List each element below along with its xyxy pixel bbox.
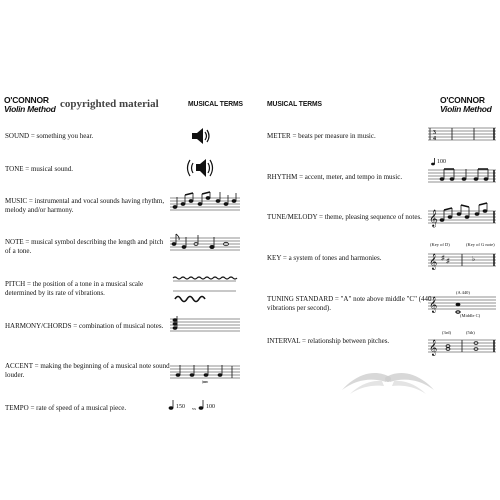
tempo-mark-1: 150 bbox=[176, 404, 185, 410]
term-note: NOTE = musical symbol describing the length and pitch of a tone. bbox=[5, 238, 164, 255]
tuning-bottom-label: (Middle C) bbox=[460, 313, 481, 318]
interval-label-1: (3rd) bbox=[442, 330, 451, 335]
term-tempo: TEMPO = rate of speed of a musical piece. bbox=[5, 404, 127, 412]
chord-staff bbox=[170, 315, 240, 335]
logo-line1: O'CONNOR bbox=[440, 95, 485, 105]
logo-line2: Violin Method bbox=[440, 104, 492, 114]
svg-text:4: 4 bbox=[433, 136, 436, 142]
interval-label-2: (5th) bbox=[466, 330, 475, 335]
term-melody: TUNE/MELODY = theme, pleasing sequence of notes. bbox=[267, 213, 422, 221]
logo-right bbox=[440, 96, 492, 114]
logo-line1: O'CONNOR bbox=[4, 95, 49, 105]
note-staff bbox=[170, 232, 240, 252]
speaker-icon bbox=[190, 127, 214, 145]
svg-text:𝄞: 𝄞 bbox=[429, 298, 438, 313]
term-rhythm: RHYTHM = accent, meter, and tempo in music. bbox=[267, 173, 403, 181]
term-sound: SOUND = something you hear. bbox=[5, 132, 94, 140]
pitch-waves bbox=[170, 275, 240, 305]
tempo-mark-2: 100 bbox=[206, 404, 215, 410]
svg-text:♯: ♯ bbox=[446, 257, 450, 265]
tuning-top-label: (A 440) bbox=[456, 290, 470, 295]
term-harmony: HARMONY/CHORDS = combination of musical notes. bbox=[5, 322, 164, 330]
term-pitch: PITCH = the position of a tone in a musical scale determined by its rate of vibrations. bbox=[5, 280, 144, 297]
wings-ornament-icon bbox=[338, 368, 438, 398]
interval-staff bbox=[428, 336, 498, 358]
term-meter: METER = beats per measure in music. bbox=[267, 132, 376, 140]
speaker-waves-icon bbox=[184, 156, 218, 180]
melody-staff bbox=[428, 203, 498, 229]
svg-text:♯: ♯ bbox=[441, 254, 445, 262]
svg-text:𝄞: 𝄞 bbox=[429, 211, 438, 227]
svg-text:♭: ♭ bbox=[472, 255, 476, 263]
right-page-title: MUSICAL TERMS bbox=[267, 99, 322, 108]
term-key: KEY = a system of tones and harmonies. bbox=[267, 254, 382, 262]
music-staff bbox=[170, 192, 240, 216]
left-page-title: MUSICAL TERMS bbox=[188, 99, 243, 108]
term-accent: ACCENT = making the beginning of a musical note sound louder. bbox=[5, 362, 170, 379]
rhythm-tempo-mark: 100 bbox=[437, 159, 446, 165]
key-staff bbox=[428, 250, 498, 272]
accent-staff bbox=[170, 362, 240, 384]
svg-text:3: 3 bbox=[433, 130, 436, 136]
meter-staff bbox=[428, 125, 498, 143]
key-label-1: (Key of D) bbox=[430, 242, 450, 247]
key-label-2: (Key of G note) bbox=[466, 242, 495, 247]
term-tuning-standard: TUNING STANDARD = "A" note above middle "C" (440 vibrations per second). bbox=[267, 295, 432, 312]
tempo-vs: vs bbox=[192, 406, 197, 411]
svg-text:𝄞: 𝄞 bbox=[429, 255, 438, 270]
term-interval: INTERVAL = relationship between pitches. bbox=[267, 337, 390, 345]
svg-text:𝄞: 𝄞 bbox=[429, 341, 438, 356]
logo-left bbox=[4, 96, 56, 114]
copyright-notice: copyrighted material bbox=[60, 98, 159, 110]
term-tone: TONE = musical sound. bbox=[5, 165, 73, 173]
tuning-staff bbox=[428, 293, 498, 315]
term-music: MUSIC = instrumental and vocal sounds having rhythm, melody and/or harmony. bbox=[5, 197, 165, 214]
logo-line2: Violin Method bbox=[4, 104, 56, 114]
